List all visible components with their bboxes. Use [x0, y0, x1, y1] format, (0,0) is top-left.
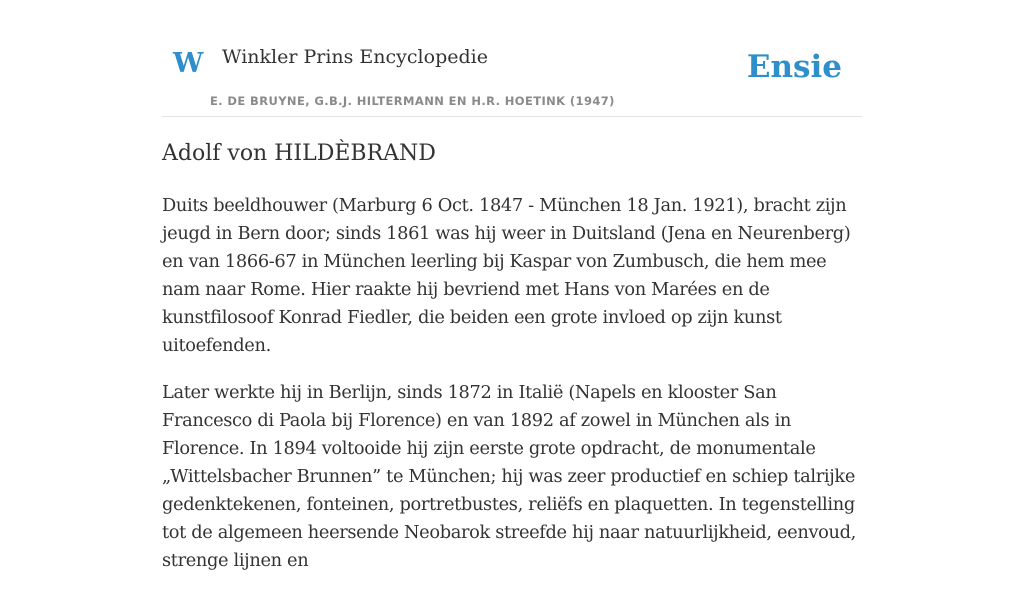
- site-header: [162, 0, 862, 117]
- article-paragraph: Duits beeldhouwer (Marburg 6 Oct. 1847 - München 18 Jan. 1921), bracht zijn jeugd in Bern door; sinds 1861 was hij weer in Duitsland (Jena en Neurenberg) en van 1866-67 in München leerling bij Kaspar von Zumbusch, die hem mee nam naar Rome. Hier raakte hij bevriend met Hans von Marées en de kunstfilosoof Konrad Fiedler, die beiden een grote invloed op zijn kunst uitoefenden.: [162, 195, 851, 356]
- article-title: Adolf von HILDÈBRAND: [162, 141, 436, 166]
- source-authors: E. DE BRUYNE, G.B.J. HILTERMANN EN H.R. HOETINK (1947): [210, 94, 615, 108]
- ensie-logo[interactable]: Ensie: [746, 49, 842, 85]
- source-title[interactable]: Winkler Prins Encyclopedie: [222, 46, 488, 68]
- article-paragraph: Later werkte hij in Berlijn, sinds 1872 in Italië (Napels en klooster San Francesco di Paola bij Florence) en van 1892 af zowel in München als in Florence. In 1894 voltooide hij zijn eerste grote opdracht, de monumentale „Wittelsbacher Brunnen” te München; hij was zeer productief en schiep talrijke gedenktekenen, fonteinen, portretbustes, reliëfs en plaquetten. In tegenstelling tot de algemeen heersende Neobarok streefde hij naar natuurlijkheid, eenvoud, strenge lijnen en: [162, 382, 856, 571]
- winkler-prins-logo-icon[interactable]: W: [173, 48, 204, 79]
- article-body: [162, 192, 864, 594]
